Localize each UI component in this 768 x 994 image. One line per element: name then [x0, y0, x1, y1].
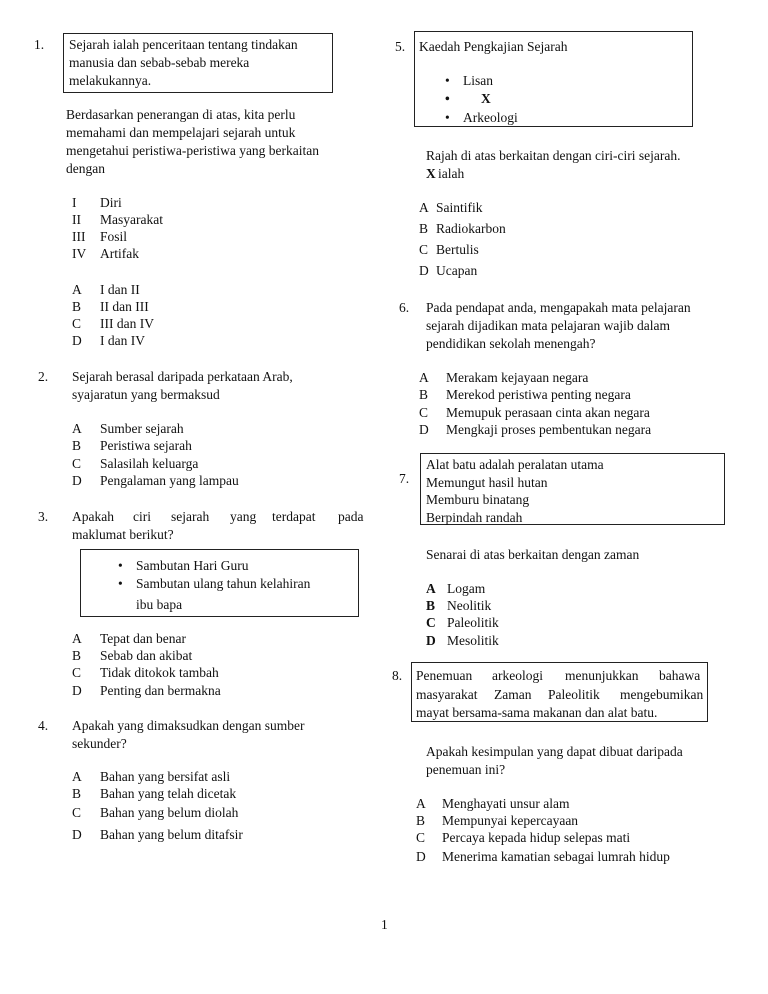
question-stem: Apakah kesimpulan yang dapat dibuat daripada — [426, 744, 683, 759]
option-letter: D — [419, 263, 429, 278]
option-text: Mesolitik — [447, 633, 499, 648]
option-letter: C — [72, 456, 82, 471]
question-stem: pendidikan sekolah menengah? — [426, 336, 596, 351]
option-letter: C — [426, 615, 436, 630]
option-letter: C — [416, 830, 426, 845]
info-box-word: bahawa — [659, 668, 701, 683]
option-letter: C — [72, 805, 82, 820]
option-text: Bahan yang bersifat asli — [100, 769, 231, 784]
option-letter: C — [419, 405, 429, 420]
info-box-line: melakukannya. — [69, 73, 152, 88]
option-text: Merakam kejayaan negara — [446, 370, 589, 385]
option-letter: B — [419, 387, 429, 402]
option-text: Tepat dan benar — [100, 631, 187, 646]
option-letter: A — [72, 282, 82, 297]
option-text: Penting dan bermakna — [100, 683, 221, 698]
page-number: 1 — [381, 917, 388, 932]
info-box-word: mengebumikan — [620, 687, 704, 702]
question-number: 1. — [34, 37, 45, 52]
question-stem-word: yang — [230, 509, 257, 524]
item-text: Fosil — [100, 229, 128, 244]
question-stem: syajaratun yang bermaksud — [72, 387, 220, 402]
info-bullet: • Sambutan Hari Guru — [136, 557, 248, 574]
option-letter: A — [72, 769, 82, 784]
info-bullet: • Arkeologi — [463, 109, 518, 126]
question-stem-word: sejarah — [171, 509, 210, 524]
question-stem-word: ciri — [133, 509, 151, 524]
info-box-line: Sejarah ialah penceritaan tentang tindakan — [69, 37, 298, 52]
info-box-word: Penemuan — [416, 668, 473, 683]
option-letter: A — [419, 370, 429, 385]
option-text: Bertulis — [436, 242, 479, 257]
item-text: Artifak — [100, 246, 139, 261]
item-numeral: IV — [72, 246, 87, 261]
question-stem: memahami dan mempelajari sejarah untuk — [66, 125, 296, 140]
option-text: Memupuk perasaan cinta akan negara — [446, 405, 650, 420]
option-text: Salasilah keluarga — [100, 456, 199, 471]
item-numeral: II — [72, 212, 81, 227]
option-text: Merekod peristiwa penting negara — [446, 387, 631, 402]
option-letter: C — [419, 242, 429, 257]
info-box-word: Paleolitik — [548, 687, 600, 702]
option-letter: B — [72, 438, 82, 453]
info-box-line: mayat bersama-sama makanan dan alat batu. — [416, 705, 658, 720]
info-box-word: masyarakat — [416, 687, 478, 702]
option-letter: B — [72, 786, 82, 801]
question-number: 3. — [38, 509, 49, 524]
option-text: Bahan yang belum diolah — [100, 805, 239, 820]
option-text: Pengalaman yang lampau — [100, 473, 239, 488]
option-letter: B — [72, 299, 82, 314]
option-text: Tidak ditokok tambah — [100, 665, 219, 680]
question-stem: sejarah dijadikan mata pelajaran wajib dalam — [426, 318, 671, 333]
info-box-line: Memungut hasil hutan — [426, 475, 548, 490]
option-text: Paleolitik — [447, 615, 499, 630]
question-number: 6. — [399, 300, 410, 315]
option-text: I dan II — [100, 282, 140, 297]
info-box-line: Memburu binatang — [426, 492, 530, 507]
option-text: Bahan yang telah dicetak — [100, 786, 237, 801]
question-stem: Rajah di atas berkaitan dengan ciri-ciri sejarah. — [426, 148, 681, 163]
question-stem-variable: X — [426, 166, 436, 181]
question-stem-word: Apakah — [72, 509, 114, 524]
question-stem: Sejarah berasal daripada perkataan Arab, — [72, 369, 293, 384]
option-text: Peristiwa sejarah — [100, 438, 192, 453]
option-letter: D — [426, 633, 436, 648]
option-letter: C — [72, 665, 82, 680]
option-letter: D — [72, 333, 82, 348]
question-stem: penemuan ini? — [426, 762, 506, 777]
info-bullet: • Lisan — [463, 72, 493, 89]
info-box-line: Berpindah randah — [426, 510, 523, 525]
item-text: Diri — [100, 195, 122, 210]
info-box-word: arkeologi — [492, 668, 543, 683]
option-letter: D — [72, 473, 82, 488]
option-text: I dan IV — [100, 333, 145, 348]
question-stem: ialah — [438, 166, 465, 181]
option-letter: B — [416, 813, 426, 828]
question-stem: dengan — [66, 161, 105, 176]
option-text: Ucapan — [436, 263, 478, 278]
question-number: 8. — [392, 668, 403, 683]
item-numeral: I — [72, 195, 77, 210]
option-letter: A — [72, 631, 82, 646]
option-letter: D — [72, 683, 82, 698]
option-text: Logam — [447, 581, 486, 596]
question-number: 4. — [38, 718, 49, 733]
option-letter: A — [72, 421, 82, 436]
info-bullet: • X — [463, 90, 491, 107]
question-number: 7. — [399, 471, 410, 486]
info-bullet-continuation: ibu bapa — [136, 597, 183, 612]
option-letter: D — [419, 422, 429, 437]
option-letter: B — [419, 221, 429, 236]
option-text: Bahan yang belum ditafsir — [100, 827, 243, 842]
option-letter: A — [419, 200, 429, 215]
option-text: Neolitik — [447, 598, 492, 613]
option-text: II dan III — [100, 299, 149, 314]
info-box-line: Alat batu adalah peralatan utama — [426, 457, 604, 472]
option-text: Menerima kamatian sebagai lumrah hidup — [442, 849, 670, 864]
option-letter: C — [72, 316, 82, 331]
option-letter: A — [426, 581, 436, 596]
item-numeral: III — [72, 229, 86, 244]
question-stem: sekunder? — [72, 736, 127, 751]
info-box-line: manusia dan sebab-sebab mereka — [69, 55, 250, 70]
question-number: 5. — [395, 39, 406, 54]
option-text: Percaya kepada hidup selepas mati — [442, 830, 631, 845]
question-stem: mengetahui peristiwa-peristiwa yang berkaitan — [66, 143, 320, 158]
question-stem: Pada pendapat anda, mengapakah mata pelajaran — [426, 300, 691, 315]
option-letter: B — [426, 598, 436, 613]
question-stem: Apakah yang dimaksudkan dengan sumber — [72, 718, 305, 733]
question-number: 2. — [38, 369, 49, 384]
option-letter: D — [72, 827, 82, 842]
item-text: Masyarakat — [100, 212, 163, 227]
question-stem-word: terdapat — [272, 509, 316, 524]
question-stem: maklumat berikut? — [72, 527, 174, 542]
option-text: III dan IV — [100, 316, 154, 331]
option-text: Mempunyai kepercayaan — [442, 813, 579, 828]
option-letter: B — [72, 648, 82, 663]
question-stem-word: pada — [338, 509, 364, 524]
info-box-word: Zaman — [494, 687, 532, 702]
option-text: Saintifik — [436, 200, 483, 215]
question-stem: Senarai di atas berkaitan dengan zaman — [426, 547, 640, 562]
option-text: Sumber sejarah — [100, 421, 184, 436]
info-bullet: • Sambutan ulang tahun kelahiran — [136, 575, 310, 592]
option-text: Menghayati unsur alam — [442, 796, 570, 811]
option-text: Sebab dan akibat — [100, 648, 193, 663]
question-stem: Berdasarkan penerangan di atas, kita perlu — [66, 107, 296, 122]
option-letter: A — [416, 796, 426, 811]
info-box-title: Kaedah Pengkajian Sejarah — [419, 39, 568, 54]
option-text: Mengkaji proses pembentukan negara — [446, 422, 652, 437]
option-letter: D — [416, 849, 426, 864]
option-text: Radiokarbon — [436, 221, 506, 236]
info-box-word: menunjukkan — [565, 668, 639, 683]
